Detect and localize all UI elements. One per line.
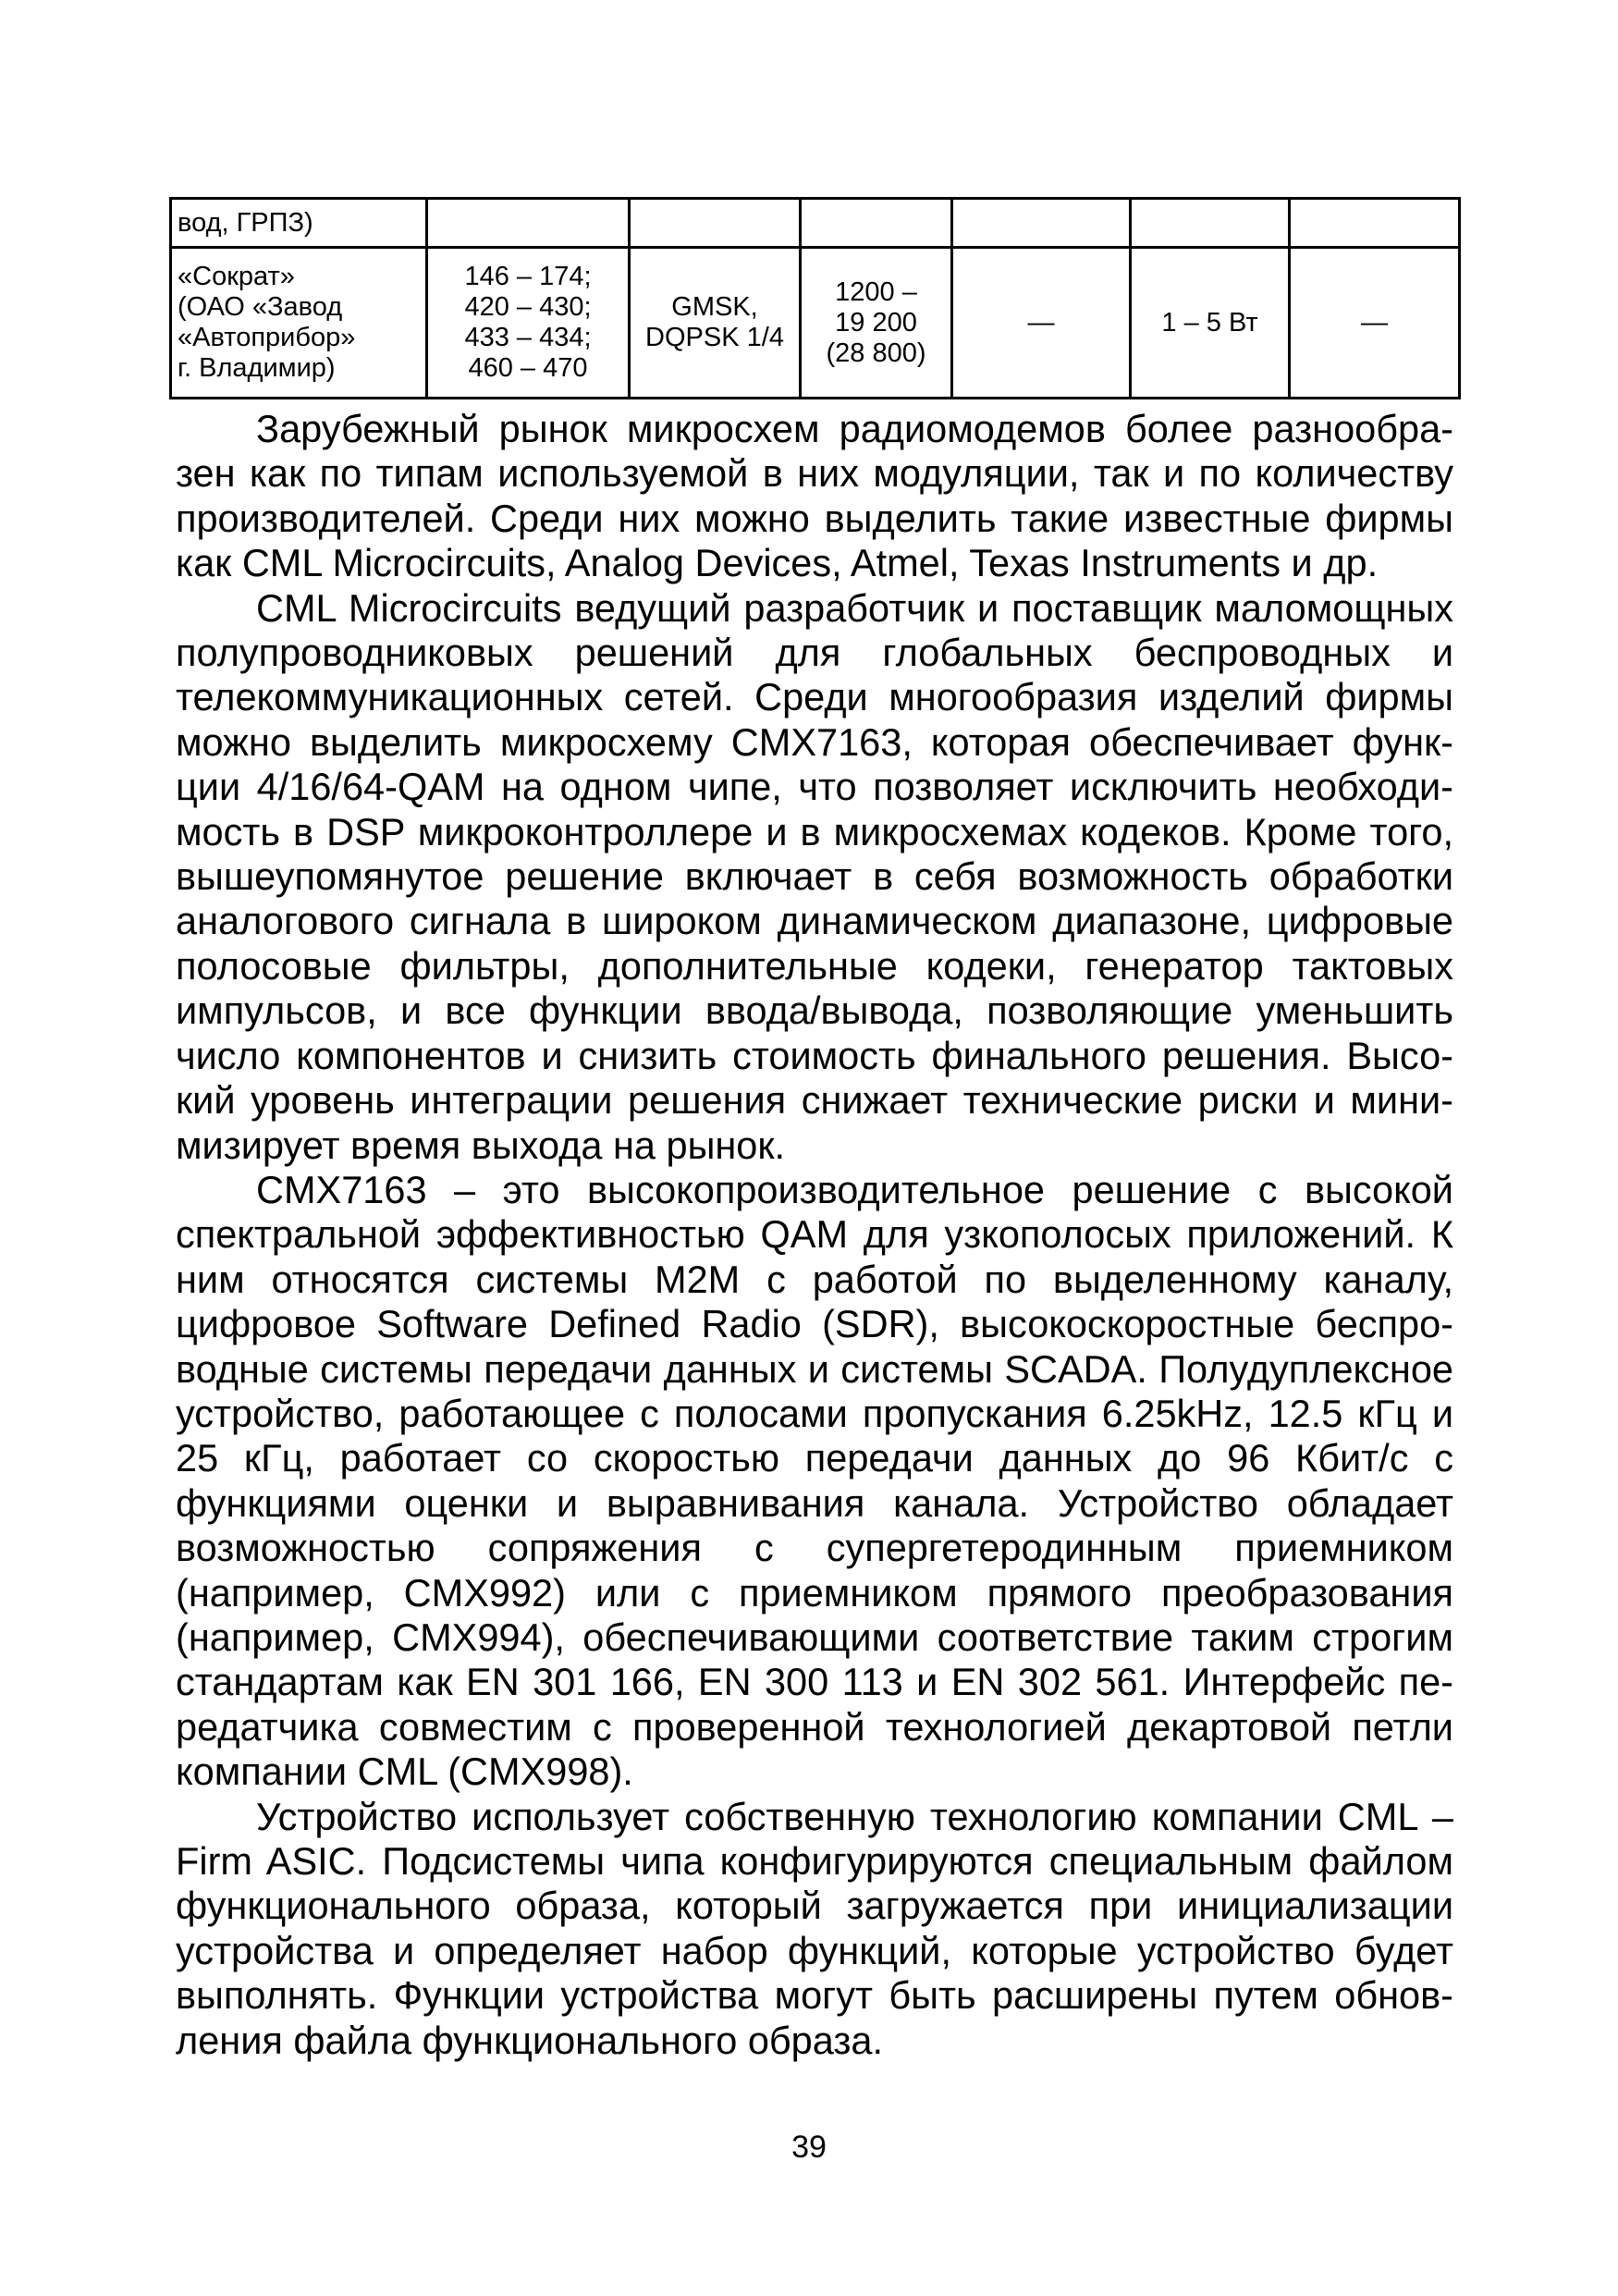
table-cell: —: [952, 248, 1131, 399]
table-cell: —: [1290, 248, 1460, 399]
page-number: 39: [791, 2130, 827, 2165]
table-cell: [630, 199, 801, 248]
cell-line: «Сократ»: [178, 262, 295, 291]
table-cell: [427, 199, 630, 248]
paragraph: CML Microcircuits ведущий разработчик и поставщик маломощных полупроводниковых решений для глобальных беспроводных и телекоммуникационных сетей. Среди многообразия изделий фирмы можно выделить микросхему CMX7163, которая обеспечивает функции 4/16/64-QAM на одном чипе, что позволяет исключить необходимость в DSP микроконтроллере и в микросхемах кодеков. Кроме того, вышеупомянутое решение включает в себя возможность обработки аналогового сигнала в широком динамическом диапазоне, цифровые полосовые фильтры, дополнительные кодеки, генератор тактовых импульсов, и все функции ввода/вывода, позволяющие уменьшить число компонентов и снизить стоимость финального решения. Высокий уровень интеграции решения снижает технические риски и минимизирует время выхода на рынок.: [176, 585, 1453, 1167]
modem-name-cell: [171, 248, 427, 399]
cell-line: «Автоприбор»: [178, 323, 356, 352]
table-row: [171, 248, 1460, 399]
cell-line: 19 200: [835, 307, 917, 338]
cell-line: 460 – 470: [468, 353, 588, 383]
paragraph: Устройство использует собственную технологию компании CML – Firm ASIC. Подсистемы чипа конфигурируются специальным файлом функционального образа, который загружается при инициализации устройства и определяет набор функций, которые устройство будет выполнять. Функции устройства могут быть расширены путем обновления файла функционального образа.: [176, 1794, 1453, 2062]
table-cell: [1131, 199, 1290, 248]
power-cell: 1 – 5 Вт: [1131, 248, 1290, 399]
paragraph: Зарубежный рынок микросхем радиомодемов более разнообразен как по типам используемой в них модуляции, так и по количеству производителей. Среди них можно выделить такие известные фирмы как CML Microcircuits, Analog Devices, Atmel, Texas Instruments и др.: [176, 407, 1453, 585]
table-row: [171, 199, 1460, 248]
cell-line: 433 – 434;: [464, 323, 592, 352]
table-cell: [952, 199, 1131, 248]
cell-line: GMSK,: [671, 292, 758, 322]
body-text: [176, 407, 1453, 2063]
cell-line: 146 – 174;: [464, 262, 592, 291]
table-cell: вод, ГРПЗ): [171, 199, 427, 248]
data-rate-cell: [801, 248, 952, 399]
table-cell: [801, 199, 952, 248]
cell-line: г. Владимир): [178, 353, 336, 383]
table-cell: [1290, 199, 1460, 248]
cell-line: 420 – 430;: [464, 292, 592, 322]
paragraph: CMX7163 – это высокопроизводительное решение с высокой спектральной эффективностью QAM для узкополосых приложений. К ним относятся системы M2M с работой по выделенному каналу, цифровое Software Defined Radio (SDR), высокоскоростные беспроводные системы передачи данных и системы SCADA. Полудуплексное устройство, работающее с полосами пропускания 6.25kHz, 12.5 кГц и 25 кГц, работает со скоростью передачи данных до 96 Кбит/с с функциями оценки и выравнивания канала. Устройство обладает возможностью сопряжения с супергетеродинным приемником (например, CMX992) или с приемником прямого преобразования (например, CMX994), обеспечивающими соответствие таким строгим стандартам как EN 301 166, EN 300 113 и EN 302 561. Интерфейс передатчика совместим с проверенной технологией декартовой петли компании CML (CMX998).: [176, 1167, 1453, 1794]
modulation-cell: [630, 248, 801, 399]
cell-line: 1200 –: [835, 276, 917, 307]
cell-line: (ОАО «Завод: [178, 292, 343, 322]
cell-line: (28 800): [826, 338, 926, 368]
cell-line: DQPSK 1/4: [645, 323, 784, 352]
spec-table-fragment: [169, 197, 1461, 399]
frequency-cell: [427, 248, 630, 399]
